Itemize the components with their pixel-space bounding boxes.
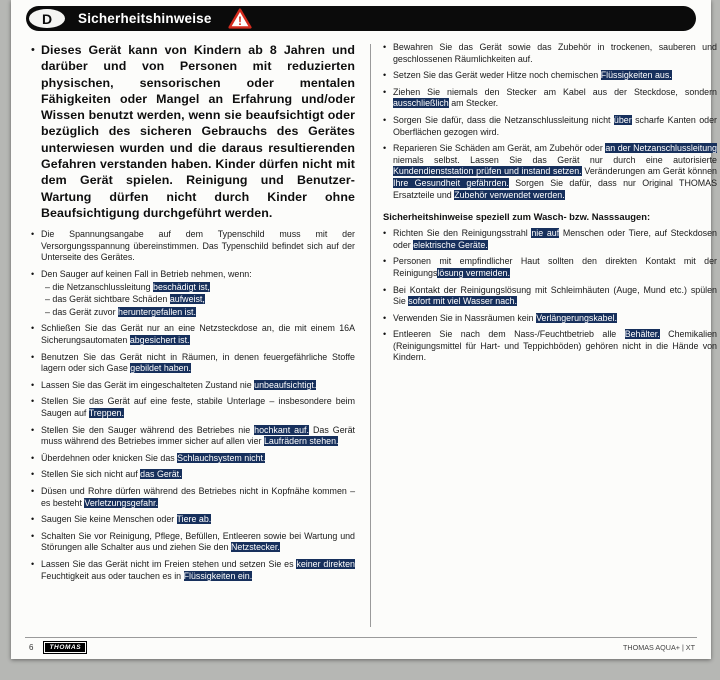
model-label: THOMAS AQUA+ | XT [623, 643, 695, 652]
bullet-marker: • [31, 379, 35, 390]
bullet-text: Stellen Sie den Sauger während des Betriebes nie hochkant auf. Das Gerät muss während des Betriebes immer sicher auf allen vier Laufrädern stehen. [41, 424, 355, 447]
warning-icon [228, 8, 252, 29]
intro-item [31, 42, 355, 221]
right-column [383, 42, 717, 369]
bullet-marker: • [31, 514, 35, 525]
bullet-marker: • [31, 44, 35, 56]
footer [25, 637, 697, 654]
column-divider [370, 44, 371, 627]
bullet-text: Schalten Sie vor Reinigung, Pflege, Befüllen, Entleeren sowie bei Wartung und Störungen alle Schalter aus und ziehen Sie den Netzstecker. [41, 530, 355, 553]
bullet-item [383, 115, 717, 138]
bullet-marker: • [383, 284, 387, 295]
bullet-text: Entleeren Sie nach dem Nass-/Feuchtbetrieb alle Behälter. Chemikalien (Reinigungsmittel für Hart- und Teppichböden) gehören nicht in die Hände von Kindern. [393, 329, 717, 363]
bullet-text: Sorgen Sie dafür, dass die Netzanschlussleitung nicht über scharfe Kanten oder Oberflächen gezogen wird. [393, 114, 717, 137]
bullet-text: Düsen und Rohre dürfen während des Betriebes nicht in Kopfnähe kommen – es besteht Verletzungsgefahr. [41, 485, 355, 508]
left-column [31, 42, 355, 587]
bullet-marker: • [31, 452, 35, 463]
bullet-item [383, 228, 717, 251]
bullet-text: Saugen Sie keine Menschen oder Tiere ab. [41, 514, 212, 525]
bullet-item [31, 380, 355, 392]
bullet-marker: • [31, 269, 35, 280]
right-bullet-list [383, 42, 717, 201]
bullet-text: Den Sauger auf keinen Fall in Betrieb nehmen, wenn: – die Netzanschlussleitung beschädigt ist, – das Gerät sichtbare Schäden aufweist, – das Gerät zuvor heruntergefallen ist. [41, 269, 355, 318]
page-number: 6 [29, 643, 34, 652]
warning-triangle-icon [228, 8, 252, 29]
bullet-item [383, 329, 717, 364]
bullet-item [31, 531, 355, 554]
bullet-text: Bei Kontakt der Reinigungslösung mit Schleimhäuten (Auge, Mund etc.) spülen Sie sofort mit viel Wasser nach. [393, 284, 717, 307]
bullet-text: Schließen Sie das Gerät nur an eine Netzsteckdose an, die mit einem 16A Sicherungsautomaten abgesichert ist. [41, 323, 355, 346]
bullet-marker: • [31, 469, 35, 480]
bullet-marker: • [31, 229, 35, 240]
bullet-marker: • [383, 114, 387, 125]
bullet-marker: • [383, 143, 387, 154]
bullet-item [31, 486, 355, 509]
sub-item: – das Gerät sichtbare Schäden aufweist, [45, 294, 205, 305]
bullet-text: Reparieren Sie Schäden am Gerät, am Zubehör oder an der Netzanschlussleitung niemals selbst. Lassen Sie das Gerät nur durch eine autorisierte Kundendienststation prüfen und instand setzen. Veränderungen am Gerät können Ihre Gesundheit gefährden. Sorgen Sie dafür, dass nur Original THOMAS Ersatzteile und Zubehör verwendet werden. [393, 143, 718, 200]
bullet-marker: • [31, 424, 35, 435]
bullet-item [31, 352, 355, 375]
bullet-item [31, 269, 355, 318]
left-bullet-list [31, 229, 355, 582]
bullet-text: Richten Sie den Reinigungsstrahl nie auf Menschen oder Tiere, auf Steckdosen oder elektrische Geräte. [393, 228, 717, 250]
bullet-item [383, 256, 717, 279]
country-badge: D [29, 9, 65, 28]
bullet-text: Verwenden Sie in Nassräumen kein Verlängerungskabel. [393, 312, 617, 323]
bullet-text: Bewahren Sie das Gerät sowie das Zubehör in trockenen, sauberen und geschlossenen Räumlichkeiten auf. [393, 42, 717, 64]
bullet-item [383, 143, 717, 201]
bullet-item [383, 285, 717, 308]
bullet-text: Ziehen Sie niemals den Stecker am Kabel aus der Steckdose, sondern ausschließlich am Stecker. [393, 86, 717, 109]
bullet-item [31, 229, 355, 264]
bullet-marker: • [383, 70, 387, 81]
bullet-marker: • [383, 256, 387, 267]
bullet-text: Stellen Sie sich nicht auf das Gerät. [41, 469, 182, 480]
bullet-text: Lassen Sie das Gerät nicht im Freien stehen und setzen Sie es keiner direkten Feuchtigkeit aus oder tauchen es in Flüssigkeiten ein. [41, 558, 355, 581]
bullet-item [383, 87, 717, 110]
bullet-marker: • [31, 485, 35, 496]
bullet-item [31, 323, 355, 346]
bullet-text: Setzen Sie das Gerät weder Hitze noch chemischen Flüssigkeiten aus. [393, 70, 672, 81]
bullet-item [31, 425, 355, 448]
bullet-marker: • [383, 228, 387, 239]
bullet-marker: • [383, 86, 387, 97]
bullet-item [31, 514, 355, 526]
bullet-item [31, 396, 355, 419]
svg-text:!: ! [237, 14, 242, 28]
bullet-item [31, 469, 355, 481]
bullet-marker: • [31, 323, 35, 334]
bullet-marker: • [31, 351, 35, 362]
bullet-marker: • [31, 530, 35, 541]
bullet-marker: • [383, 42, 387, 52]
thomas-logo [43, 641, 87, 654]
bullet-text: Stellen Sie das Gerät auf eine feste, stabile Unterlage – insbesondere beim Saugen auf Treppen. [41, 396, 355, 418]
bullet-item [31, 559, 355, 582]
sub-item: – das Gerät zuvor heruntergefallen ist. [45, 306, 196, 317]
manual-page [11, 0, 718, 659]
bullet-marker: • [31, 558, 35, 569]
bullet-text: Lassen Sie das Gerät im eingeschalteten Zustand nie unbeaufsichtigt. [41, 379, 317, 390]
wash-bullet-list [383, 228, 717, 364]
thomas-logo-text: THOMAS [45, 643, 85, 652]
bullet-marker: • [31, 396, 35, 407]
header-bar [26, 6, 696, 31]
bullet-text: Personen mit empfindlicher Haut sollten den direkten Kontakt mit der Reinigungslösung vermeiden. [393, 256, 717, 278]
wash-section-heading: Sicherheitshinweise speziell zum Wasch- bzw. Nasssaugen: [383, 211, 651, 223]
bullet-item [383, 70, 717, 82]
content-area [31, 42, 718, 629]
page-title: Sicherheitshinweise [78, 11, 212, 26]
bullet-text: Überdehnen oder knicken Sie das Schlauchsystem nicht. [41, 452, 266, 463]
bullet-item [31, 453, 355, 465]
intro-paragraph: Dieses Gerät kann von Kindern ab 8 Jahren und darüber und von Personen mit reduzierten physischen, sensorischen oder mentalen Fähigkeiten oder Mangel an Erfahrung und/oder Wissen benutzt werden, wenn sie beaufsichtigt oder bezüglich des sicheren Gebrauchs des Gerätes unterwiesen wurden und die daraus resultierenden Gefahren verstanden haben. Kinder dürfen nicht mit dem Gerät spielen. Reinigung und Benutzer-Wartung dürfen nicht durch Kinder ohne Beaufsichtigung durchgeführt werden. [41, 43, 355, 220]
bullet-text: Die Spannungsangabe auf dem Typenschild muss mit der Versorgungsspannung übereinstimmen. Das Typenschild befindet sich auf der Unterseite des Gerätes. [41, 229, 355, 263]
bullet-marker: • [383, 329, 387, 340]
bullet-marker: • [383, 312, 387, 323]
bullet-item [383, 42, 717, 65]
bullet-item [383, 313, 717, 325]
sub-item: – die Netzanschlussleitung beschädigt ist, [45, 281, 210, 292]
bullet-text: Benutzen Sie das Gerät nicht in Räumen, in denen feuergefährliche Stoffe lagern oder sich Gase gebildet haben. [41, 351, 355, 374]
